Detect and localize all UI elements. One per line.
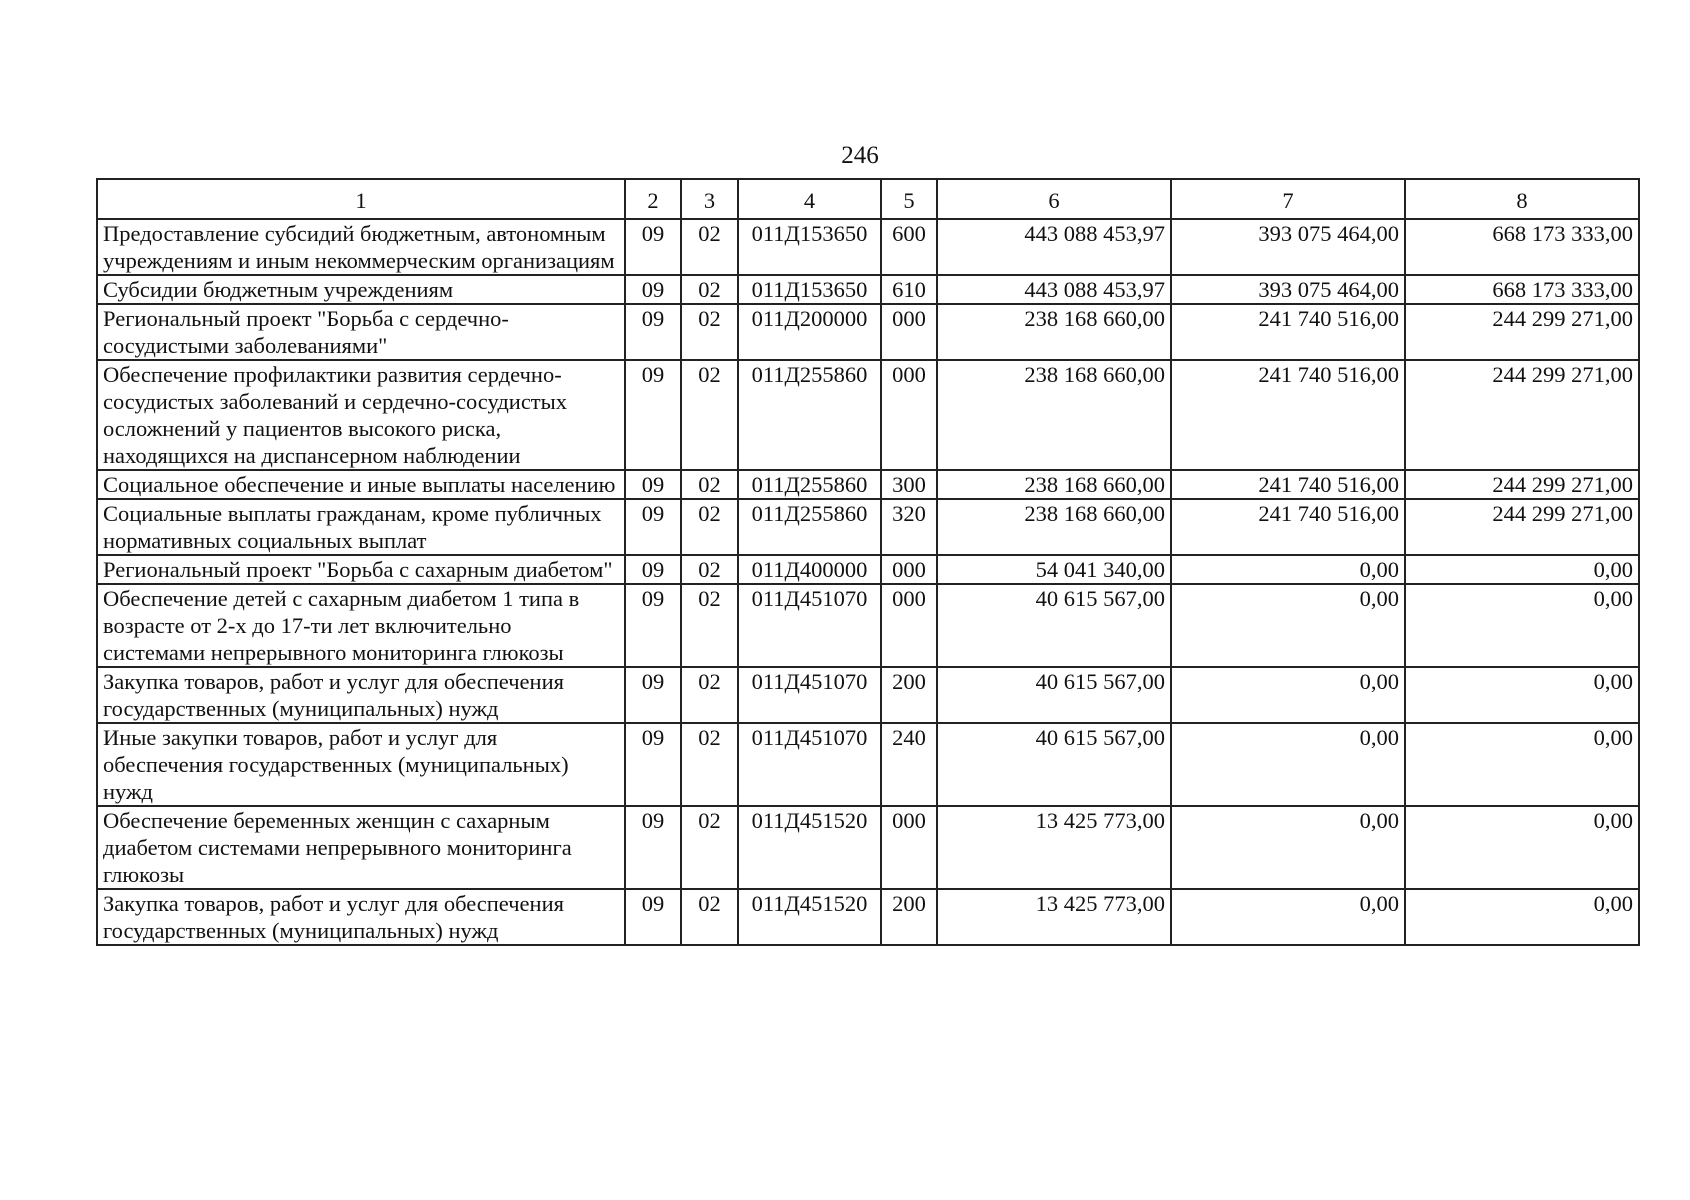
row-name-cell: Обеспечение профилактики развития сердечно-сосудистых заболеваний и сердечно-сосудистых осложнений у пациентов высокого риска, находящихся на диспансерном наблюдении bbox=[97, 360, 625, 470]
subsection-code-cell: 02 bbox=[681, 806, 738, 889]
amount-col8-cell: 0,00 bbox=[1405, 806, 1639, 889]
column-header: 5 bbox=[881, 179, 937, 219]
column-header: 4 bbox=[738, 179, 881, 219]
row-name-cell: Иные закупки товаров, работ и услуг для обеспечения государственных (муниципальных) нужд bbox=[97, 723, 625, 806]
column-header: 1 bbox=[97, 179, 625, 219]
target-article-cell: 011Д451520 bbox=[738, 806, 881, 889]
target-article-cell: 011Д451070 bbox=[738, 584, 881, 667]
amount-col7-cell: 0,00 bbox=[1171, 723, 1405, 806]
amount-col8-cell: 244 299 271,00 bbox=[1405, 304, 1639, 360]
table-row bbox=[97, 219, 1639, 275]
amount-col7-cell: 0,00 bbox=[1171, 667, 1405, 723]
target-article-cell: 011Д400000 bbox=[738, 555, 881, 584]
table-row bbox=[97, 275, 1639, 304]
row-name-cell: Региональный проект "Борьба с сердечно-сосудистыми заболеваниями" bbox=[97, 304, 625, 360]
section-code-cell: 09 bbox=[625, 584, 681, 667]
subsection-code-cell: 02 bbox=[681, 555, 738, 584]
subsection-code-cell: 02 bbox=[681, 723, 738, 806]
section-code-cell: 09 bbox=[625, 275, 681, 304]
subsection-code-cell: 02 bbox=[681, 667, 738, 723]
table-row bbox=[97, 584, 1639, 667]
amount-col6-cell: 40 615 567,00 bbox=[937, 667, 1171, 723]
target-article-cell: 011Д200000 bbox=[738, 304, 881, 360]
column-header: 7 bbox=[1171, 179, 1405, 219]
amount-col7-cell: 241 740 516,00 bbox=[1171, 470, 1405, 499]
amount-col8-cell: 244 299 271,00 bbox=[1405, 360, 1639, 470]
row-name-cell: Региональный проект "Борьба с сахарным диабетом" bbox=[97, 555, 625, 584]
target-article-cell: 011Д255860 bbox=[738, 499, 881, 555]
amount-col7-cell: 0,00 bbox=[1171, 806, 1405, 889]
amount-col8-cell: 668 173 333,00 bbox=[1405, 275, 1639, 304]
amount-col7-cell: 241 740 516,00 bbox=[1171, 499, 1405, 555]
amount-col8-cell: 0,00 bbox=[1405, 667, 1639, 723]
target-article-cell: 011Д255860 bbox=[738, 470, 881, 499]
column-number-row bbox=[97, 179, 1639, 219]
table-row bbox=[97, 360, 1639, 470]
expense-type-cell: 000 bbox=[881, 360, 937, 470]
row-name-cell: Социальные выплаты гражданам, кроме публичных нормативных социальных выплат bbox=[97, 499, 625, 555]
expense-type-cell: 000 bbox=[881, 304, 937, 360]
table-row bbox=[97, 723, 1639, 806]
column-header: 8 bbox=[1405, 179, 1639, 219]
subsection-code-cell: 02 bbox=[681, 275, 738, 304]
target-article-cell: 011Д255860 bbox=[738, 360, 881, 470]
amount-col6-cell: 238 168 660,00 bbox=[937, 499, 1171, 555]
amount-col8-cell: 0,00 bbox=[1405, 584, 1639, 667]
amount-col8-cell: 668 173 333,00 bbox=[1405, 219, 1639, 275]
section-code-cell: 09 bbox=[625, 806, 681, 889]
table-row bbox=[97, 499, 1639, 555]
row-name-cell: Предоставление субсидий бюджетным, автономным учреждениям и иным некоммерческим организациям bbox=[97, 219, 625, 275]
section-code-cell: 09 bbox=[625, 219, 681, 275]
amount-col6-cell: 40 615 567,00 bbox=[937, 723, 1171, 806]
target-article-cell: 011Д451070 bbox=[738, 723, 881, 806]
expense-type-cell: 200 bbox=[881, 667, 937, 723]
subsection-code-cell: 02 bbox=[681, 360, 738, 470]
expense-type-cell: 240 bbox=[881, 723, 937, 806]
section-code-cell: 09 bbox=[625, 470, 681, 499]
subsection-code-cell: 02 bbox=[681, 499, 738, 555]
table-row bbox=[97, 555, 1639, 584]
amount-col7-cell: 393 075 464,00 bbox=[1171, 275, 1405, 304]
table-row bbox=[97, 889, 1639, 945]
row-name-cell: Закупка товаров, работ и услуг для обеспечения государственных (муниципальных) нужд bbox=[97, 667, 625, 723]
amount-col7-cell: 0,00 bbox=[1171, 584, 1405, 667]
section-code-cell: 09 bbox=[625, 723, 681, 806]
section-code-cell: 09 bbox=[625, 667, 681, 723]
target-article-cell: 011Д153650 bbox=[738, 275, 881, 304]
amount-col6-cell: 238 168 660,00 bbox=[937, 470, 1171, 499]
expense-type-cell: 000 bbox=[881, 806, 937, 889]
row-name-cell: Социальное обеспечение и иные выплаты населению bbox=[97, 470, 625, 499]
amount-col7-cell: 393 075 464,00 bbox=[1171, 219, 1405, 275]
amount-col6-cell: 238 168 660,00 bbox=[937, 304, 1171, 360]
amount-col6-cell: 443 088 453,97 bbox=[937, 219, 1171, 275]
target-article-cell: 011Д451070 bbox=[738, 667, 881, 723]
section-code-cell: 09 bbox=[625, 360, 681, 470]
expense-type-cell: 600 bbox=[881, 219, 937, 275]
subsection-code-cell: 02 bbox=[681, 219, 738, 275]
expense-type-cell: 320 bbox=[881, 499, 937, 555]
expense-type-cell: 610 bbox=[881, 275, 937, 304]
subsection-code-cell: 02 bbox=[681, 304, 738, 360]
section-code-cell: 09 bbox=[625, 499, 681, 555]
amount-col8-cell: 244 299 271,00 bbox=[1405, 470, 1639, 499]
target-article-cell: 011Д451520 bbox=[738, 889, 881, 945]
target-article-cell: 011Д153650 bbox=[738, 219, 881, 275]
column-header: 2 bbox=[625, 179, 681, 219]
expense-type-cell: 000 bbox=[881, 584, 937, 667]
table-row bbox=[97, 304, 1639, 360]
amount-col8-cell: 0,00 bbox=[1405, 555, 1639, 584]
expense-type-cell: 200 bbox=[881, 889, 937, 945]
row-name-cell: Субсидии бюджетным учреждениям bbox=[97, 275, 625, 304]
amount-col6-cell: 54 041 340,00 bbox=[937, 555, 1171, 584]
amount-col7-cell: 0,00 bbox=[1171, 889, 1405, 945]
row-name-cell: Обеспечение детей с сахарным диабетом 1 типа в возрасте от 2-х до 17-ти лет включительно системами непрерывного мониторинга глюкозы bbox=[97, 584, 625, 667]
table-row bbox=[97, 806, 1639, 889]
subsection-code-cell: 02 bbox=[681, 470, 738, 499]
section-code-cell: 09 bbox=[625, 304, 681, 360]
subsection-code-cell: 02 bbox=[681, 889, 738, 945]
budget-table bbox=[96, 178, 1640, 946]
amount-col8-cell: 0,00 bbox=[1405, 889, 1639, 945]
subsection-code-cell: 02 bbox=[681, 584, 738, 667]
row-name-cell: Закупка товаров, работ и услуг для обеспечения государственных (муниципальных) нужд bbox=[97, 889, 625, 945]
amount-col6-cell: 40 615 567,00 bbox=[937, 584, 1171, 667]
amount-col6-cell: 13 425 773,00 bbox=[937, 806, 1171, 889]
section-code-cell: 09 bbox=[625, 555, 681, 584]
amount-col6-cell: 13 425 773,00 bbox=[937, 889, 1171, 945]
amount-col6-cell: 238 168 660,00 bbox=[937, 360, 1171, 470]
column-header: 3 bbox=[681, 179, 738, 219]
amount-col8-cell: 0,00 bbox=[1405, 723, 1639, 806]
amount-col6-cell: 443 088 453,97 bbox=[937, 275, 1171, 304]
table-row bbox=[97, 470, 1639, 499]
amount-col7-cell: 241 740 516,00 bbox=[1171, 360, 1405, 470]
section-code-cell: 09 bbox=[625, 889, 681, 945]
amount-col7-cell: 0,00 bbox=[1171, 555, 1405, 584]
page-number: 246 bbox=[841, 142, 879, 169]
table-row bbox=[97, 667, 1639, 723]
row-name-cell: Обеспечение беременных женщин с сахарным диабетом системами непрерывного мониторинга глюкозы bbox=[97, 806, 625, 889]
expense-type-cell: 300 bbox=[881, 470, 937, 499]
amount-col8-cell: 244 299 271,00 bbox=[1405, 499, 1639, 555]
column-header: 6 bbox=[937, 179, 1171, 219]
amount-col7-cell: 241 740 516,00 bbox=[1171, 304, 1405, 360]
expense-type-cell: 000 bbox=[881, 555, 937, 584]
